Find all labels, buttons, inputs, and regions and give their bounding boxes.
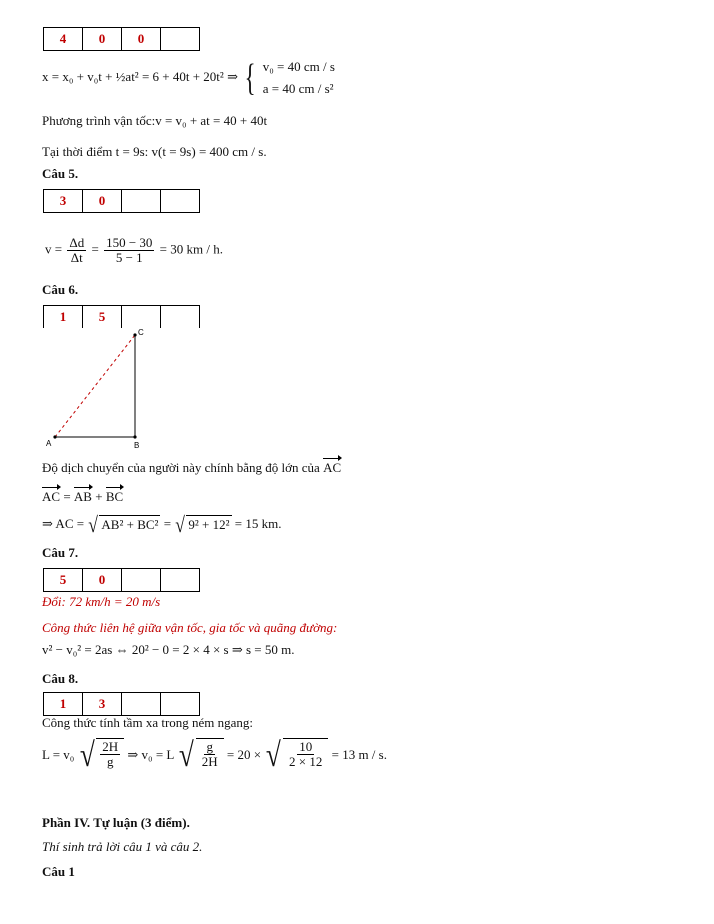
equation-text: x = x₀ + v₀t + ½at² = 6 + 40t + 20t² ⇒ — [42, 68, 238, 84]
answer-cell — [161, 306, 199, 328]
formula-lhs: v = — [45, 241, 63, 257]
formula-result: = 15 km. — [234, 516, 282, 531]
point-a — [53, 435, 56, 438]
answer-grid-q8 — [43, 692, 200, 716]
q5-heading: Câu 5. — [42, 166, 79, 181]
answer-grid-q5 — [43, 189, 200, 213]
label-b: B — [134, 441, 140, 450]
radicand: 9² + 12² — [186, 515, 231, 535]
answer-cell: 5 — [44, 569, 83, 591]
answer-cell — [161, 569, 199, 591]
answer-cell: 1 — [44, 306, 83, 328]
q6-heading: Câu 6. — [42, 282, 79, 297]
answer-cell — [161, 190, 199, 212]
vector-bc: BC — [105, 489, 124, 504]
square-root: √ $\frac{g}{2H}$ — [177, 738, 224, 774]
square-root: √ 9² + 12² — [175, 512, 230, 538]
answer-cell — [122, 569, 161, 591]
answer-cell — [122, 190, 161, 212]
answer-cell: 3 — [83, 693, 122, 715]
q4-velocity-equation: Phương trình vận tốc:v = v₀ + at = 40 + 40t — [42, 113, 268, 128]
answer-cell: 0 — [83, 28, 122, 50]
formula-result: = 13 m / s. — [331, 746, 387, 762]
fraction-denominator: 2 × 12 — [289, 754, 323, 769]
q8-range-formula — [42, 738, 387, 774]
q7-convert: Đổi: 72 km/h = 20 m/s — [42, 594, 161, 609]
answer-cell: 0 — [83, 569, 122, 591]
formula-result: = 30 km / h. — [159, 241, 223, 257]
point-b — [133, 435, 136, 438]
label-c: C — [138, 328, 144, 337]
answer-grid-q7 — [43, 568, 200, 592]
fraction — [200, 740, 220, 769]
segment-ac — [55, 335, 135, 437]
q5-velocity-formula: v = $\frac{\Delta d}{\Delta t}$ = $\frac{150 - 30}{5 - 1}$ = 30 km / h. — [45, 235, 223, 265]
q6-ac-equation: ⇒ AC = √ AB² + BC² = √ 9² + 12² = 15 km. — [42, 512, 282, 538]
fraction-numerator: 2H — [102, 739, 119, 754]
fraction — [104, 236, 154, 265]
q7-heading: Câu 7. — [42, 545, 79, 560]
fraction-numerator: Δd — [69, 235, 85, 250]
part4-heading: Phần IV. Tự luận (3 điểm). — [42, 815, 190, 830]
fraction — [287, 740, 324, 769]
formula-lhs: ⇒ AC = — [42, 516, 85, 531]
formula-mid: ⇒ v₀ = L — [127, 746, 174, 762]
vector-ac: AC — [323, 460, 342, 475]
answer-cell: 3 — [44, 190, 83, 212]
point-c — [133, 333, 136, 336]
fraction-denominator: 2H — [201, 754, 218, 769]
q4-position-equation — [42, 56, 335, 100]
fraction-denominator: g — [106, 754, 114, 769]
fraction-denominator: 5 − 1 — [115, 250, 143, 265]
q7-formula-title: Công thức liên hệ giữa vận tốc, gia tốc và quãng đường: — [42, 620, 338, 635]
fraction-numerator: 150 − 30 — [106, 235, 153, 250]
q8-text: Công thức tính tầm xa trong ném ngang: — [42, 715, 254, 730]
vector-ac: AC — [42, 489, 61, 504]
answer-cell: 1 — [44, 693, 83, 715]
triangle-diagram — [40, 325, 160, 455]
formula-lhs: L = v₀ — [42, 746, 75, 762]
q7-equation: v² − v₀² = 2as ⇔ 20² − 0 = 2 × 4 × s ⇒ s = 50 m. — [42, 642, 295, 657]
statement: Độ dịch chuyển của người này chính bằng độ lớn của — [42, 460, 320, 475]
label-a: A — [46, 439, 52, 448]
answer-cell: 4 — [44, 28, 83, 50]
square-root: √ $\frac{2H}{g}$ — [78, 738, 125, 774]
radicand: AB² + BC² — [99, 515, 160, 535]
formula-times: = 20 × — [226, 746, 262, 762]
square-root: √ AB² + BC² — [88, 512, 159, 538]
system-a: a = 40 cm / s² — [262, 81, 334, 96]
fraction-numerator: g — [206, 739, 213, 754]
q6-vector-sum: AC = AB + BC — [42, 489, 124, 504]
answer-grid-q4 — [43, 27, 200, 51]
q6-text — [42, 460, 341, 476]
answer-cell: 0 — [83, 190, 122, 212]
answer-cell — [161, 693, 199, 715]
answer-cell: 5 — [83, 306, 122, 328]
fraction-numerator: 10 — [299, 739, 313, 754]
answer-cell — [122, 693, 161, 715]
equation-system — [263, 56, 335, 100]
fraction-denominator: Δt — [70, 250, 83, 265]
answer-cell — [161, 28, 199, 50]
q8-heading: Câu 8. — [42, 671, 79, 686]
answer-cell: 0 — [122, 28, 161, 50]
fraction — [67, 236, 86, 265]
part4-question-1: Câu 1 — [42, 864, 75, 879]
brace: { — [244, 57, 256, 99]
vector-ab: AB — [73, 489, 92, 504]
system-v0: v₀ = 40 cm / s — [262, 59, 335, 74]
square-root: √ $\frac{10}{2 \times 12}$ — [264, 738, 328, 774]
fraction — [100, 740, 120, 769]
part4-instruction: Thí sinh trả lời câu 1 và câu 2. — [42, 839, 203, 854]
q4-time-equation: Tại thời điểm t = 9s: v(t = 9s) = 400 cm / s. — [42, 144, 267, 159]
